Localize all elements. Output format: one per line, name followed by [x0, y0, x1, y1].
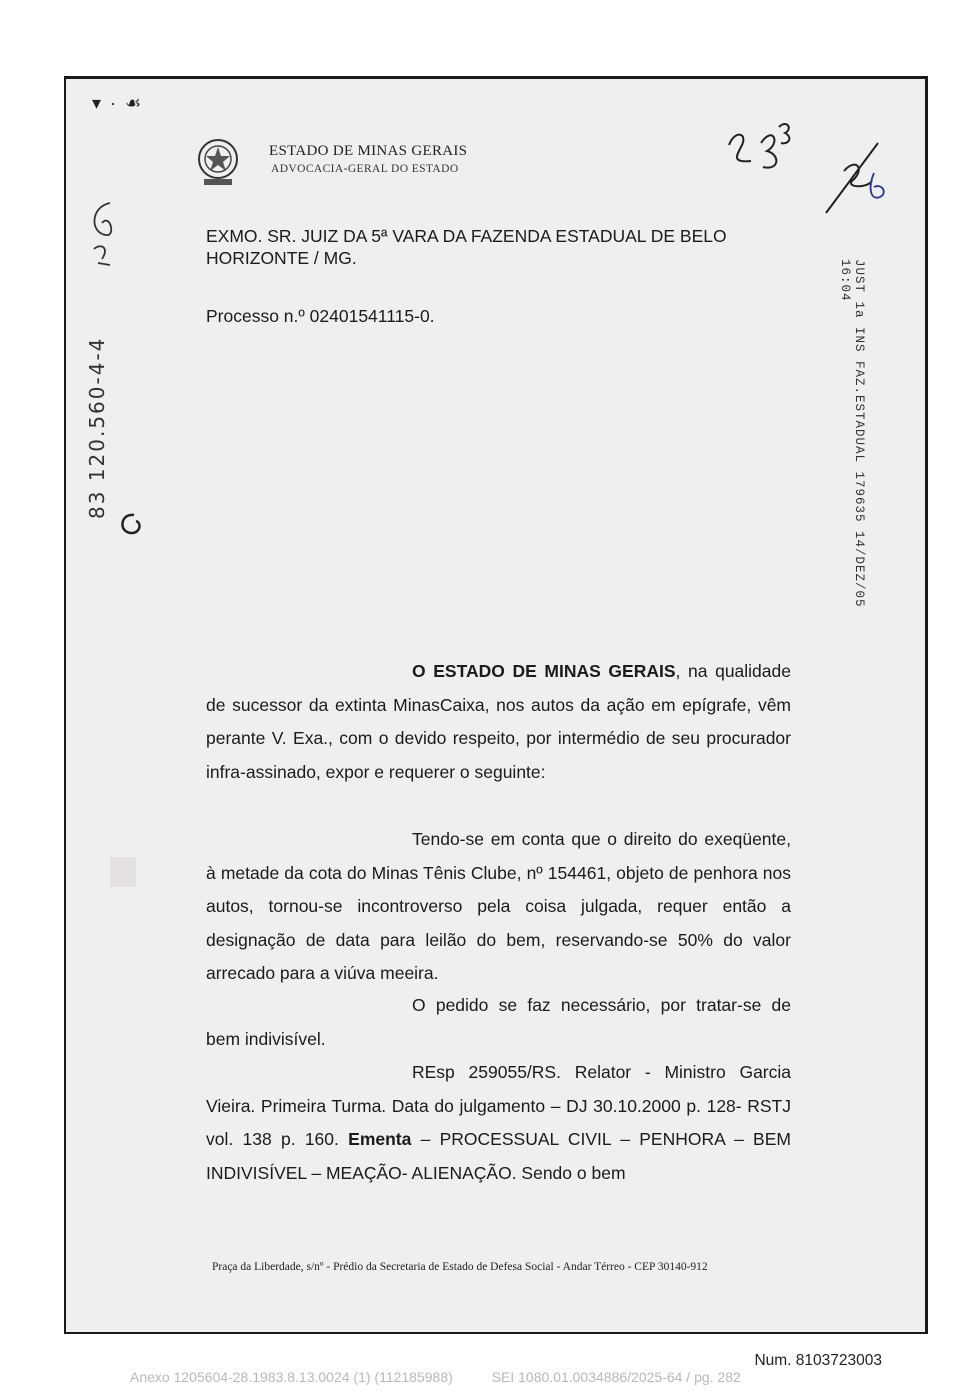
process-number: Processo n.º 02401541115-0. — [206, 306, 435, 326]
party-name: O ESTADO DE MINAS GERAIS — [412, 661, 676, 681]
intro-text: , na qualidade de sucessor da extinta MinasCaixa, nos autos da ação em epígrafe, vêm perante V. Exa., com o devido respeito, por intermédio de seu procurador infra-assinado, expor e requerer o seguinte: — [206, 661, 791, 782]
handwritten-initial-mark — [80, 193, 120, 273]
precedent-text-start: REsp 259055/RS. Relator - Ministro Garcia Vieira. Primeira Turma. Data do julgamento – DJ 30.10.2000 p. 128- RSTJ vol. 138 p. 160. — [206, 1062, 791, 1149]
paragraph-precedent — [206, 1056, 791, 1190]
scanned-page — [64, 76, 928, 1334]
paragraph-justification — [206, 989, 791, 1056]
top-scan-marks: ▾ · ☙ — [92, 93, 144, 113]
handwritten-circle-mark — [114, 509, 148, 539]
state-coat-of-arms-logo — [196, 135, 240, 189]
paper-smudge — [110, 857, 136, 887]
handwritten-corner-mark — [816, 137, 896, 217]
protocol-stamp: JUST 1a INS FAZ.ESTADUAL 179635 14/DEZ/05 16:04 — [838, 259, 866, 608]
svg-text:83 120.560-4-4: 83 120.560-4-4 — [85, 336, 109, 519]
letterhead-office: ADVOCACIA-GERAL DO ESTADO — [271, 163, 459, 175]
sei-reference: SEI 1080.01.0034886/2025-64 / pg. 282 — [491, 1369, 741, 1385]
document-number: Num. 8103723003 — [754, 1352, 882, 1369]
letterhead-footer: Praça da Liberdade, s/nº - Prédio da Secretaria de Estado de Defesa Social - Andar Térreo - CEP 30140-912 — [212, 1261, 708, 1273]
annex-reference — [130, 1369, 741, 1385]
annex-id: Anexo 1205604-28.1983.8.13.0024 (1) (112185988) — [130, 1369, 453, 1385]
letterhead-state: ESTADO DE MINAS GERAIS — [269, 143, 468, 159]
precedent-ementa-label: Ementa — [348, 1129, 412, 1149]
precedent-text-end: – PROCESSUAL CIVIL – PENHORA – BEM INDIVISÍVEL – MEAÇÃO- ALIENAÇÃO. Sendo o bem — [206, 1129, 791, 1183]
handwritten-margin-note — [76, 309, 116, 529]
justification-text: O pedido se faz necessário, por tratar-se de bem indivisível. — [206, 995, 791, 1049]
paragraph-request — [206, 823, 791, 991]
handwritten-page-number — [721, 115, 801, 175]
addressee: EXMO. SR. JUIZ DA 5ª VARA DA FAZENDA ESTADUAL DE BELO HORIZONTE / MG. — [206, 226, 727, 268]
request-text: Tendo-se em conta que o direito do exeqüente, à metade da cota do Minas Tênis Clube, nº 154461, objeto de penhora nos autos, tornou-se incontroverso pela coisa julgada, requer então a designação de data para leilão do bem, reservando-se 50% do valor arrecado para a viúva meeira. — [206, 829, 791, 983]
paragraph-intro — [206, 655, 791, 789]
